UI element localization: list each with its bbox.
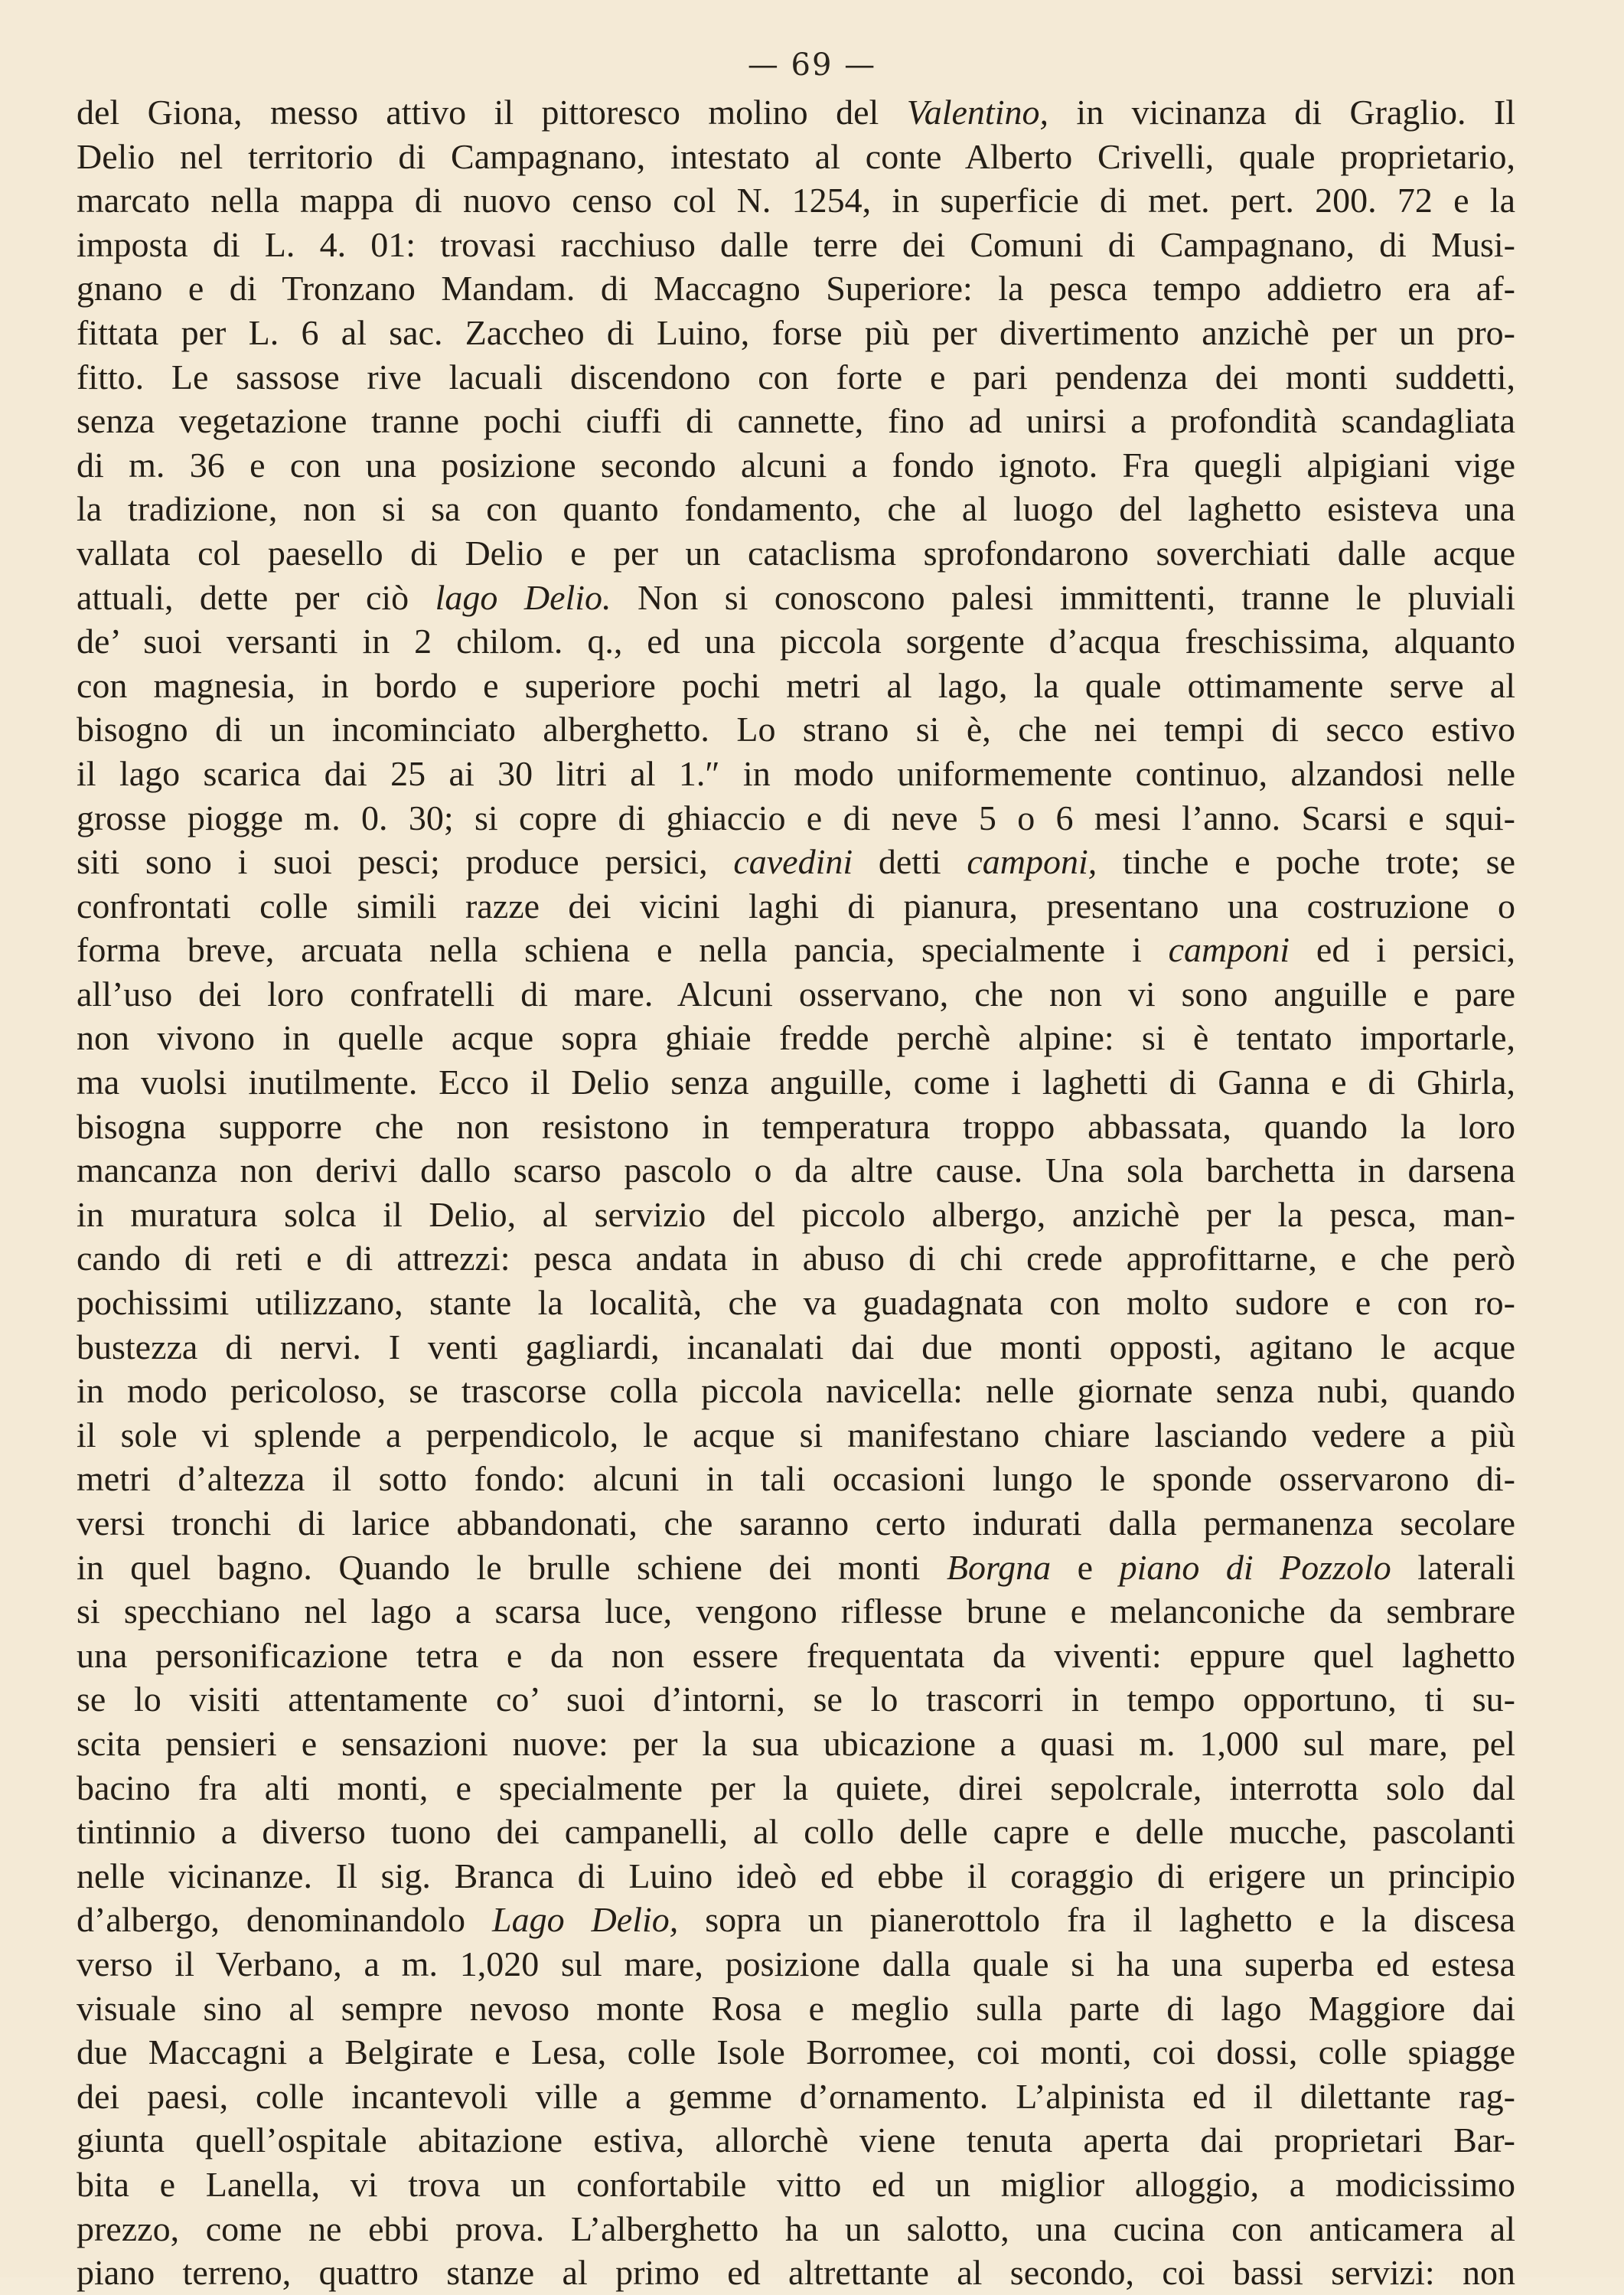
text-run: giunta quell’ospitale abitazione estiva, allorchè viene tenuta aperta dai proprietari Bar- (77, 2120, 1515, 2160)
text-run: forma breve, arcuata nella schiena e nella pancia, specialmente i (77, 930, 1169, 970)
text-line (77, 266, 1515, 311)
text-run: bita e Lanella, vi trova un confortabile vitto ed un miglior alloggio, a modicissimo (77, 2164, 1515, 2204)
text-line (77, 2251, 1515, 2295)
text-line (77, 2030, 1515, 2075)
text-run: fittata per L. 6 al sac. Zaccheo di Luino, forse più per divertimento anzichè per un pro- (77, 312, 1515, 352)
text-line (77, 1413, 1515, 1458)
italic-text-run: camponi (1168, 930, 1290, 970)
italic-text-run: Borgna (946, 1547, 1052, 1587)
text-run: bisogna supporre che non resistono in temperatura troppo abbassata, quando la loro (77, 1106, 1515, 1146)
text-line (77, 135, 1515, 179)
text-line (77, 1325, 1515, 1369)
text-run: con magnesia, in bordo e superiore pochi metri al lago, la quale ottimamente serve al (77, 665, 1515, 705)
text-line (77, 619, 1515, 664)
text-run: di m. 36 e con una posizione secondo alcuni a fondo ignoto. Fra quegli alpigiani vige (77, 445, 1515, 485)
text-run: siti sono i suoi pesci; produce persici, (77, 842, 734, 882)
text-run: confrontati colle simili razze dei vicini laghi di pianura, presentano una costruzione o (77, 886, 1515, 926)
text-line (77, 1193, 1515, 1237)
text-line (77, 1677, 1515, 1722)
italic-text-run: camponi, (967, 842, 1097, 882)
text-line (77, 2163, 1515, 2207)
text-run: ed i persici, (1290, 930, 1516, 970)
text-line (77, 1766, 1515, 1810)
text-run: due Maccagni a Belgirate e Lesa, colle Isole Borromee, coi monti, coi dossi, colle spiagge (77, 2032, 1515, 2072)
text-run: scita pensieri e sensazioni nuove: per la sua ubicazione a quasi m. 1,000 sul mare, pel (77, 1723, 1515, 1763)
text-run: marcato nella mappa di nuovo censo col N. 1254, in superficie di met. pert. 200. 72 e la (77, 181, 1515, 220)
text-run: senza vegetazione tranne pochi ciuffi di cannette, fino ad unirsi a profondità scandagliata (77, 401, 1515, 441)
text-line (77, 487, 1515, 531)
text-run: ma vuolsi inutilmente. Ecco il Delio senza anguille, come i laghetti di Ganna e di Ghirla, (77, 1063, 1515, 1102)
text-line (77, 223, 1515, 267)
text-line (77, 2207, 1515, 2251)
text-run: Delio nel territorio di Campagnano, intestato al conte Alberto Crivelli, quale proprietario, (77, 136, 1515, 176)
text-line (77, 399, 1515, 443)
text-run: detti (853, 842, 967, 882)
text-run: Non si conoscono palesi immittenti, tranne le pluviali (611, 577, 1515, 617)
text-line (77, 443, 1515, 488)
text-run: dei paesi, colle incantevoli ville a gemme d’ornamento. L’alpinista ed il dilettante rag- (77, 2076, 1515, 2116)
text-line (77, 1281, 1515, 1325)
text-run: all’uso dei loro confratelli di mare. Alcuni osservano, che non vi sono anguille e pare (77, 974, 1515, 1014)
text-run: sopra un pianerottolo fra il laghetto e la discesa (678, 1900, 1516, 1940)
italic-text-run: Lago Delio, (492, 1900, 679, 1940)
text-line (77, 576, 1515, 620)
text-line (77, 2118, 1515, 2163)
text-line (77, 1148, 1515, 1193)
text-run: la tradizione, non si sa con quanto fondamento, che al luogo del laghetto esisteva una (77, 489, 1515, 529)
text-run: gnano e di Tronzano Mandam. di Maccagno Superiore: la pesca tempo addietro era af- (77, 269, 1515, 309)
italic-text-run: cavedini (733, 842, 853, 882)
text-run: nelle vicinanze. Il sig. Branca di Luino ideò ed ebbe il coraggio di erigere un principio (77, 1856, 1515, 1895)
text-run: in quel bagno. Quando le brulle schiene dei monti (77, 1547, 947, 1587)
text-run: laterali (1391, 1547, 1515, 1587)
text-line (77, 1986, 1515, 2031)
text-line (77, 178, 1515, 223)
text-run: tintinnio a diverso tuono dei campanelli, al collo delle capre e delle mucche, pascolanti (77, 1812, 1515, 1852)
text-run: bisogno di un incominciato alberghetto. Lo strano si è, che nei tempi di secco estivo (77, 710, 1515, 749)
text-line (77, 2075, 1515, 2119)
text-line (77, 1236, 1515, 1281)
text-run: in muratura solca il Delio, al servizio del piccolo albergo, anzichè per la pesca, man- (77, 1194, 1515, 1234)
text-run: imposta di L. 4. 01: trovasi racchiuso dalle terre dei Comuni di Campagnano, di Musi- (77, 224, 1515, 264)
text-line (77, 840, 1515, 884)
text-line (77, 1854, 1515, 1898)
text-line (77, 1898, 1515, 1942)
text-run: vallata col paesello di Delio e per un cataclisma sprofondarono soverchiati dalle acque (77, 533, 1515, 573)
text-line (77, 1722, 1515, 1766)
text-run: il sole vi splende a perpendicolo, le acque si manifestano chiare lasciando vedere a più (77, 1415, 1515, 1454)
text-run: grosse piogge m. 0. 30; si copre di ghiaccio e di neve 5 o 6 mesi l’anno. Scarsi e squi- (77, 798, 1515, 837)
text-line (77, 1546, 1515, 1590)
text-run: e (1051, 1547, 1120, 1587)
italic-text-run: piano di Pozzolo (1119, 1547, 1391, 1587)
text-run: si specchiano nel lago a scarsa luce, vengono riflesse brune e melanconiche da sembrare (77, 1591, 1515, 1631)
text-run: fitto. Le sassose rive lacuali discendono con forte e pari pendenza dei monti suddetti, (77, 357, 1515, 397)
text-run: attuali, dette per ciò (77, 577, 435, 617)
text-line (77, 531, 1515, 576)
text-run: il lago scarica dai 25 ai 30 litri al 1.″ in modo uniformemente continuo, alzandosi nelle (77, 753, 1515, 793)
body-text (77, 90, 1515, 2295)
text-line (77, 972, 1515, 1017)
text-run: d’albergo, denominandolo (77, 1900, 493, 1940)
text-run: in modo pericoloso, se trascorse colla piccola navicella: nelle giornate senza nubi, quando (77, 1371, 1515, 1411)
italic-text-run: lago Delio. (435, 577, 611, 617)
text-run: cando di reti e di attrezzi: pesca andata in abuso di chi crede approfittarne, e che però (77, 1239, 1515, 1278)
text-line (77, 1105, 1515, 1149)
text-line (77, 664, 1515, 708)
text-run: de’ suoi versanti in 2 chilom. q., ed una piccola sorgente d’acqua freschissima, alquanto (77, 622, 1515, 661)
text-run: non vivono in quelle acque sopra ghiaie fredde perchè alpine: si è tentato importarle, (77, 1018, 1515, 1058)
italic-text-run: Valentino, (906, 93, 1048, 132)
text-line (77, 1634, 1515, 1678)
text-line (77, 1589, 1515, 1634)
text-line (77, 1060, 1515, 1105)
text-run: in vicinanza di Graglio. Il (1048, 93, 1516, 132)
text-line (77, 1810, 1515, 1854)
text-run: piano terreno, quattro stanze al primo ed altrettante al secondo, coi bassi servizi: non (77, 2253, 1515, 2293)
text-line (77, 884, 1515, 929)
text-line (77, 355, 1515, 400)
text-run: del Giona, messo attivo il pittoresco molino del (77, 93, 907, 132)
text-run: se lo visiti attentamente co’ suoi d’intorni, se lo trascorri in tempo opportuno, ti su- (77, 1680, 1515, 1719)
text-run: una personificazione tetra e da non essere frequentata da viventi: eppure quel laghetto (77, 1635, 1515, 1675)
text-run: bacino fra alti monti, e specialmente per la quiete, direi sepolcrale, interrotta solo dal (77, 1768, 1515, 1807)
text-run: bustezza di nervi. I venti gagliardi, incanalati dai due monti opposti, agitano le acque (77, 1327, 1515, 1366)
text-run: prezzo, come ne ebbi prova. L’alberghetto ha un salotto, una cucina con anticamera al (77, 2208, 1515, 2248)
text-line (77, 928, 1515, 972)
text-run: tinche e poche trote; se (1097, 842, 1515, 882)
text-line (77, 1016, 1515, 1060)
text-run: mancanza non derivi dallo scarso pascolo o da altre cause. Una sola barchetta in darsena (77, 1151, 1515, 1190)
text-line (77, 1457, 1515, 1501)
page-number: — 69 — (747, 47, 877, 83)
text-line (77, 1501, 1515, 1546)
text-run: pochissimi utilizzano, stante la località, che va guadagnata con molto sudore e con ro- (77, 1283, 1515, 1323)
text-run: verso il Verbano, a m. 1,020 sul mare, posizione dalla quale si ha una superba ed estesa (77, 1944, 1515, 1983)
text-line (77, 752, 1515, 796)
text-line (77, 796, 1515, 841)
text-run: metri d’altezza il sotto fondo: alcuni in tali occasioni lungo le sponde osservarono di- (77, 1459, 1515, 1499)
text-run: visuale sino al sempre nevoso monte Rosa e meglio sulla parte di lago Maggiore dai (77, 1988, 1515, 2028)
text-line (77, 1369, 1515, 1413)
text-line (77, 311, 1515, 355)
text-line (77, 90, 1515, 135)
text-line (77, 707, 1515, 752)
text-run: versi tronchi di larice abbandonati, che saranno certo indurati dalla permanenza secolare (77, 1503, 1515, 1543)
text-line (77, 1942, 1515, 1986)
